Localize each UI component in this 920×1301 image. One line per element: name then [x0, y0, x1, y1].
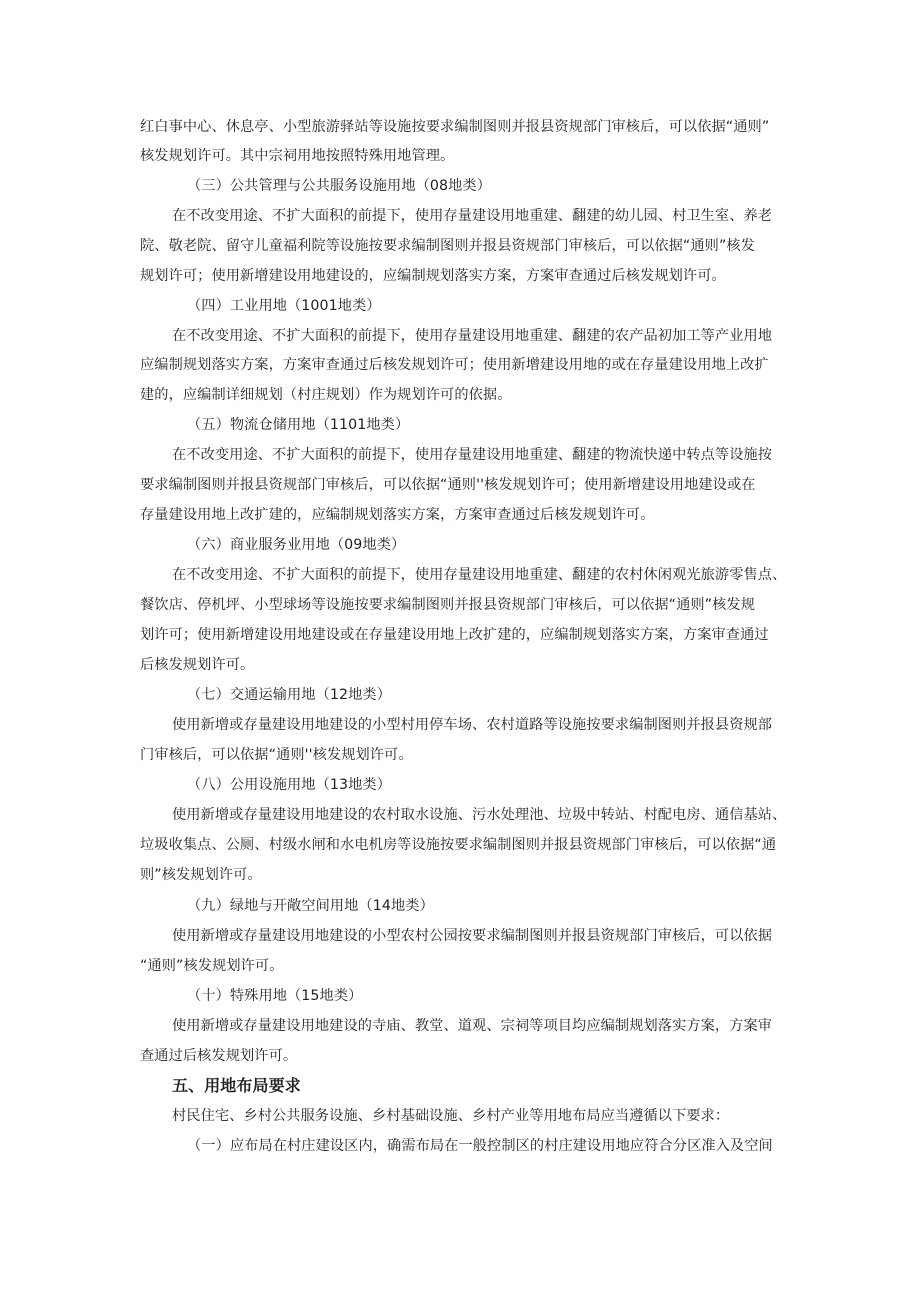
section-heading: （四）工业用地（1001地类）: [187, 298, 381, 314]
body-text-line: 建的，应编制详细规划（村庄规划）作为规划许可的依据。: [140, 387, 512, 403]
body-text-line: 院、敬老院、留守儿童福利院等设施按要求编制图则并报县资规部门审核后，可以依据“通则”核发: [140, 238, 755, 254]
section-heading: （十）特殊用地（15地类）: [187, 988, 363, 1004]
body-text-line: 查通过后核发规划许可。: [140, 1048, 298, 1064]
body-text-line: 村民住宅、乡村公共服务设施、乡村基础设施、乡村产业等用地布局应当遵循以下要求：: [172, 1108, 730, 1124]
section-heading: （六）商业服务业用地（09地类）: [187, 537, 406, 553]
body-text-line: 划许可；使用新增建设用地建设或在存量建设用地上改扩建的，应编制规划落实方案，方案审查通过: [140, 627, 769, 643]
body-text-line: “通则”核发规划许可。: [140, 958, 284, 974]
body-text-line: 使用新增或存量建设用地建设的小型村用停车场、农村道路等设施按要求编制图则并报县资规部: [172, 717, 773, 733]
body-text-line: 后核发规划许可。: [140, 657, 255, 673]
body-text-line: 使用新增或存量建设用地建设的农村取水设施、污水处理池、垃圾中转站、村配电房、通信基站、: [172, 807, 787, 823]
body-text-line: 在不改变用途、不扩大面积的前提下，使用存量建设用地重建、翻建的物流快递中转点等设施按: [172, 447, 773, 463]
body-text-line: 门审核后，可以依据“通则''核发规划许可。: [140, 747, 413, 763]
section-heading: （九）绿地与开敞空间用地（14地类）: [187, 898, 434, 914]
body-text-line: 要求编制图则并报县资规部门审核后，可以依据“通则''核发规划许可；使用新增建设用地建设或在: [140, 477, 756, 493]
body-text-line: 应编制规划落实方案，方案审查通过后核发规划许可；使用新增建设用地的或在存量建设用地上改扩: [140, 357, 769, 373]
body-text-line: 垃圾收集点、公厕、村级水闸和水电机房等设施按要求编制图则并报县资规部门审核后，可以依据“通: [140, 837, 777, 853]
section-heading: （三）公共管理与公共服务设施用地（08地类）: [187, 178, 492, 194]
body-text-line: 存量建设用地上改扩建的，应编制规划落实方案，方案审查通过后核发规划许可。: [140, 507, 655, 523]
chapter-heading: 五、用地布局要求: [172, 1076, 301, 1095]
body-text-line: 在不改变用途、不扩大面积的前提下，使用存量建设用地重建、翻建的幼儿园、村卫生室、养老: [172, 208, 773, 224]
body-text-line: 使用新增或存量建设用地建设的小型农村公园按要求编制图则并报县资规部门审核后，可以依据: [172, 928, 773, 944]
section-heading: （八）公用设施用地（13地类）: [187, 777, 391, 793]
body-text-line: 则”核发规划许可。: [140, 867, 262, 883]
body-text-line: 核发规划许可。其中宗祠用地按照特殊用地管理。: [140, 148, 455, 164]
body-text-line: 在不改变用途、不扩大面积的前提下，使用存量建设用地重建、翻建的农村休闲观光旅游零售点、: [172, 567, 787, 583]
body-text-line: 规划许可；使用新增建设用地建设的，应编制规划落实方案，方案审查通过后核发规划许可。: [140, 268, 726, 284]
body-text-line: 红白事中心、休息亭、小型旅游驿站等设施按要求编制图则并报县资规部门审核后，可以依据“通则”: [140, 119, 770, 135]
section-heading: （七）交通运输用地（12地类）: [187, 687, 391, 703]
body-text-line: 餐饮店、停机坪、小型球场等设施按要求编制图则并报县资规部门审核后，可以依据“通则”核发规: [140, 597, 755, 613]
body-text-line: 在不改变用途、不扩大面积的前提下，使用存量建设用地重建、翻建的农产品初加工等产业用地: [172, 328, 773, 344]
body-text-line: 使用新增或存量建设用地建设的寺庙、教堂、道观、宗祠等项目均应编制规划落实方案，方案审: [172, 1018, 773, 1034]
body-text-line: （一）应布局在村庄建设区内，确需布局在一般控制区的村庄建设用地应符合分区准入及空间: [187, 1138, 773, 1154]
section-heading: （五）物流仓储用地（1101地类）: [187, 417, 410, 433]
